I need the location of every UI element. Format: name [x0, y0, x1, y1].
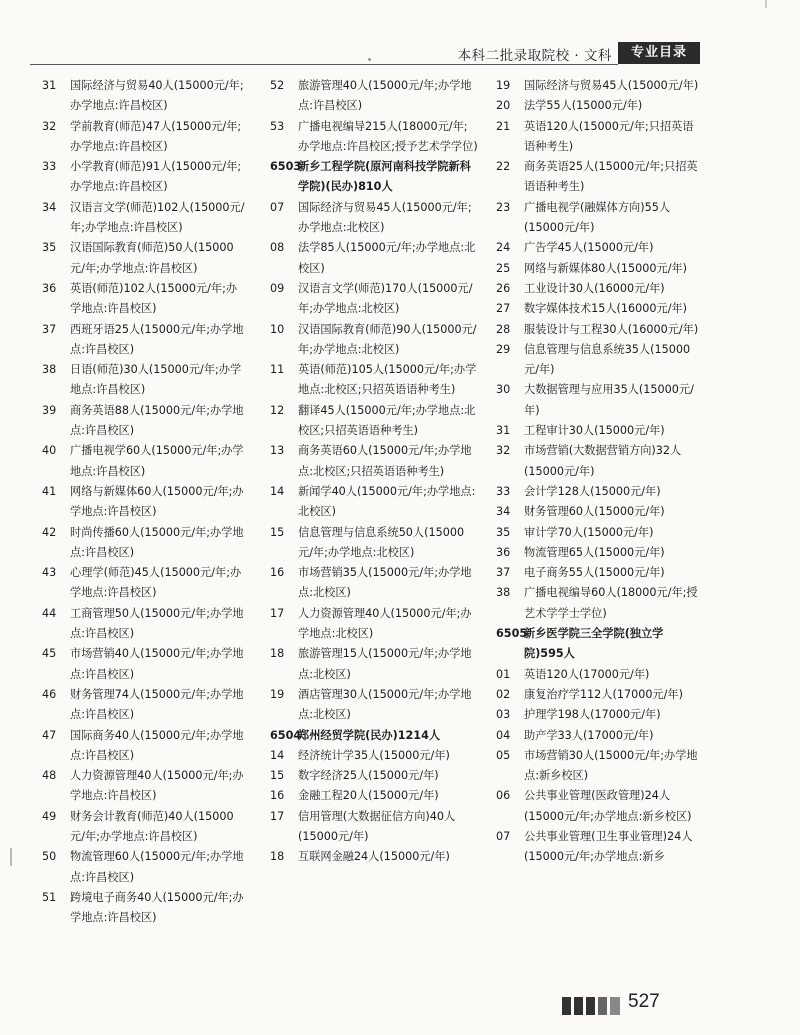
major-entry [270, 746, 478, 766]
entry-code: 03 [496, 708, 511, 722]
major-entry [42, 604, 248, 645]
entry-text: 财务会计教育(师范)40人(15000元/年;办学地点:许昌校区) [70, 809, 234, 843]
entry-text: 汉语言文学(师范)170人(15000元/年;办学地点:北校区) [298, 281, 473, 316]
entry-text: 汉语国际教育(师范)90人(15000元/年;办学地点:北校区) [298, 322, 477, 356]
entry-text: 法学55人(15000元/年) [524, 99, 643, 113]
major-entry [496, 157, 702, 198]
entry-text: 新乡工程学院(原河南科技学院新科学院)(民办)810人 [298, 160, 471, 194]
entry-text: 汉语国际教育(师范)50人(15000元/年;办学地点:许昌校区) [70, 241, 234, 275]
entry-code: 19 [270, 687, 285, 701]
entry-code: 19 [496, 79, 511, 92]
entry-text: 康复治疗学112人(17000元/年) [524, 687, 683, 701]
entry-code: 15 [270, 769, 285, 783]
entry-code: 51 [42, 890, 57, 904]
entry-text: 信息管理与信息系统35人(15000元/年) [524, 342, 691, 377]
entry-code: 33 [42, 160, 57, 174]
entry-code: 02 [496, 687, 511, 701]
entry-text: 商务英语25人(15000元/年;只招英语语种考生) [524, 160, 698, 194]
major-entry [42, 157, 248, 198]
major-entry [270, 76, 478, 117]
major-entry [496, 665, 702, 685]
school-entry [496, 624, 702, 665]
entry-text: 西班牙语25人(15000元/年;办学地点:许昌校区) [70, 322, 244, 356]
entry-code: 07 [270, 200, 285, 214]
entry-text: 学前教育(师范)47人(15000元/年;办学地点:许昌校区) [70, 119, 242, 153]
entry-code: 22 [496, 160, 511, 174]
entry-text: 会计学128人(15000元/年) [524, 484, 661, 498]
entry-text: 跨境电子商务40人(15000元/年;办学地点:许昌校区) [70, 890, 244, 925]
entry-code: 30 [496, 383, 511, 397]
major-entry [496, 198, 702, 239]
major-entry [42, 847, 248, 888]
major-entry [270, 198, 478, 239]
entry-code: 16 [270, 566, 285, 580]
entry-code: 29 [496, 342, 511, 356]
entry-code: 10 [270, 322, 285, 336]
major-entry [496, 685, 702, 705]
entry-text: 日语(师范)30人(15000元/年;办学地点:许昌校区) [70, 363, 242, 397]
entry-code: 06 [496, 789, 511, 803]
major-entry [42, 482, 248, 523]
entry-code: 01 [496, 667, 511, 681]
entry-text: 信用管理(大数据征信方向)40人(15000元/年) [298, 809, 456, 843]
entry-code: 17 [270, 809, 285, 823]
entry-code: 43 [42, 566, 57, 580]
entry-text: 市场营销40人(15000元/年;办学地点:许昌校区) [70, 647, 244, 681]
major-entry [42, 117, 248, 158]
entry-code: 37 [496, 566, 511, 580]
major-entry [270, 279, 478, 320]
major-entry [496, 320, 702, 340]
entry-code: 32 [496, 444, 511, 458]
entry-text: 物流管理65人(15000元/年) [524, 545, 665, 559]
entry-code: 26 [496, 281, 511, 295]
entry-code: 23 [496, 200, 511, 214]
entry-code: 49 [42, 809, 57, 823]
entry-code: 6504 [270, 728, 302, 742]
entry-text: 金融工程20人(15000元/年) [298, 789, 439, 803]
entry-text: 财务管理74人(15000元/年;办学地点:许昌校区) [70, 687, 244, 722]
major-entry [496, 117, 702, 158]
major-entry [496, 76, 702, 96]
major-entry [496, 482, 702, 502]
entry-code: 41 [42, 484, 57, 498]
major-entry [270, 482, 478, 523]
entry-code: 34 [496, 505, 511, 519]
major-entry [496, 96, 702, 116]
entry-text: 工业设计30人(16000元/年) [524, 281, 665, 295]
major-entry [496, 259, 702, 279]
entry-code: 50 [42, 850, 57, 864]
major-entry [42, 644, 248, 685]
entry-text: 公共事业管理(医政管理)24人(15000元/年;办学地点:新乡校区) [524, 789, 692, 823]
entry-text: 广播电视学(融媒体方向)55人(15000元/年) [524, 200, 671, 235]
entry-text: 国际经济与贸易45人(15000元/年;办学地点:北校区) [298, 200, 472, 235]
major-entry [42, 563, 248, 604]
entry-text: 公共事业管理(卫生事业管理)24人(15000元/年;办学地点:新乡 [524, 829, 693, 864]
entry-code: 14 [270, 484, 285, 498]
entry-code: 07 [496, 829, 511, 843]
major-entry [496, 543, 702, 563]
entry-text: 市场营销(大数据营销方向)32人(15000元/年) [524, 444, 682, 478]
major-entry [270, 807, 478, 848]
entry-code: 31 [496, 424, 511, 438]
major-entry [42, 685, 248, 726]
entry-text: 英语120人(17000元/年) [524, 667, 650, 681]
entry-text: 旅游管理15人(15000元/年;办学地点:北校区) [298, 647, 472, 681]
entry-text: 国际经济与贸易40人(15000元/年;办学地点:许昌校区) [70, 79, 244, 113]
entry-text: 郑州经贸学院(民办)1214人 [298, 728, 441, 742]
major-entry [496, 441, 702, 482]
major-entry [270, 604, 478, 645]
major-entry [496, 726, 702, 746]
entry-text: 国际经济与贸易45人(15000元/年) [524, 79, 699, 92]
entry-code: 34 [42, 200, 57, 214]
entry-text: 大数据管理与应用35人(15000元/年) [524, 383, 694, 417]
running-header-title: 本科二批录取院校 · 文科 [457, 48, 612, 64]
entry-text: 审计学70人(15000元/年) [524, 525, 654, 539]
major-entry [42, 401, 248, 442]
major-entry [42, 279, 248, 320]
entry-code: 42 [42, 525, 57, 539]
entry-code: 6503 [270, 160, 302, 174]
entry-code: 32 [42, 119, 57, 133]
major-entry [270, 563, 478, 604]
entry-text: 市场营销35人(15000元/年;办学地点:北校区) [298, 566, 472, 600]
major-entry [270, 644, 478, 685]
entry-text: 工程审计30人(15000元/年) [524, 424, 665, 438]
entry-text: 网络与新媒体80人(15000元/年) [524, 261, 688, 275]
entry-text: 数字经济25人(15000元/年) [298, 769, 439, 783]
entry-text: 广播电视学60人(15000元/年;办学地点:许昌校区) [70, 444, 244, 478]
entry-text: 酒店管理30人(15000元/年;办学地点:北校区) [298, 687, 472, 722]
entry-text: 互联网金融24人(15000元/年) [298, 850, 450, 864]
entry-text: 汉语言文学(师范)102人(15000元/年;办学地点:许昌校区) [70, 200, 245, 235]
entry-code: 36 [42, 281, 57, 295]
major-entry [496, 786, 702, 827]
entry-code: 45 [42, 647, 57, 661]
column-right [496, 76, 702, 868]
entry-code: 35 [42, 241, 57, 255]
entry-text: 英语(师范)105人(15000元/年;办学地点:北校区;只招英语语种考生) [298, 363, 477, 397]
major-entry [42, 320, 248, 361]
entry-text: 网络与新媒体60人(15000元/年;办学地点:许昌校区) [70, 484, 244, 519]
entry-code: 04 [496, 728, 511, 742]
entry-code: 14 [270, 748, 285, 762]
entry-code: 46 [42, 687, 57, 701]
major-entry [270, 117, 478, 158]
binding-mark [10, 848, 12, 866]
major-entry [270, 766, 478, 786]
entry-text: 商务英语60人(15000元/年;办学地点:北校区;只招英语语种考生) [298, 444, 472, 478]
entry-code: 15 [270, 525, 285, 539]
major-entry [496, 279, 702, 299]
entry-text: 工商管理50人(15000元/年;办学地点:许昌校区) [70, 606, 244, 641]
major-entry [496, 523, 702, 543]
page-number: 527 [628, 991, 660, 1012]
column-middle [270, 76, 478, 868]
major-entry [496, 583, 702, 624]
major-entry [42, 807, 248, 848]
entry-code: 24 [496, 241, 511, 255]
major-entry [496, 827, 702, 868]
major-entry [270, 238, 478, 279]
school-entry [270, 157, 478, 198]
section-badge: 专业目录 [618, 42, 700, 64]
entry-code: 53 [270, 119, 285, 133]
entry-code: 47 [42, 728, 57, 742]
major-entry [270, 401, 478, 442]
entry-code: 39 [42, 403, 57, 417]
entry-text: 助产学33人(17000元/年) [524, 728, 654, 742]
major-entry [270, 441, 478, 482]
major-entry [496, 340, 702, 381]
entry-text: 旅游管理40人(15000元/年;办学地点:许昌校区) [298, 79, 472, 113]
major-entry [42, 198, 248, 239]
entry-text: 数字媒体技术15人(16000元/年) [524, 302, 688, 316]
entry-text: 护理学198人(17000元/年) [524, 708, 661, 722]
major-entry [496, 299, 702, 319]
entry-text: 新闻学40人(15000元/年;办学地点:北校区) [298, 484, 476, 519]
entry-text: 服装设计与工程30人(16000元/年) [524, 322, 699, 336]
major-entry [496, 705, 702, 725]
entry-text: 经济统计学35人(15000元/年) [298, 748, 450, 762]
entry-text: 人力资源管理40人(15000元/年;办学地点:北校区) [298, 606, 472, 641]
major-entry [270, 320, 478, 361]
entry-text: 市场营销30人(15000元/年;办学地点:新乡校区) [524, 748, 698, 783]
entry-code: 13 [270, 444, 285, 458]
entry-text: 电子商务55人(15000元/年) [524, 566, 665, 580]
entry-code: 12 [270, 403, 285, 417]
major-entry [496, 746, 702, 787]
major-entry [270, 523, 478, 564]
entry-code: 27 [496, 302, 511, 316]
entry-code: 28 [496, 322, 511, 336]
major-entry [42, 888, 248, 929]
entry-text: 英语120人(15000元/年;只招英语语种考生) [524, 119, 694, 153]
major-entry [270, 847, 478, 867]
school-entry [270, 726, 478, 746]
entry-text: 人力资源管理40人(15000元/年;办学地点:许昌校区) [70, 769, 244, 803]
major-entry [270, 786, 478, 806]
entry-text: 财务管理60人(15000元/年) [524, 505, 665, 519]
major-entry [42, 360, 248, 401]
major-entry [496, 421, 702, 441]
entry-code: 38 [42, 363, 57, 377]
entry-text: 物流管理60人(15000元/年;办学地点:许昌校区) [70, 850, 244, 884]
entry-text: 小学教育(师范)91人(15000元/年;办学地点:许昌校区) [70, 160, 242, 194]
entry-code: 48 [42, 769, 57, 783]
entry-text: 法学85人(15000元/年;办学地点:北校区) [298, 241, 476, 275]
entry-code: 6505 [496, 627, 528, 641]
major-entry [42, 238, 248, 279]
major-entry [270, 360, 478, 401]
print-mark [765, 0, 767, 8]
major-entry [496, 238, 702, 258]
column-left [42, 76, 248, 928]
entry-code: 52 [270, 79, 285, 92]
major-entry [270, 685, 478, 726]
entry-text: 英语(师范)102人(15000元/年;办学地点:许昌校区) [70, 281, 238, 316]
entry-code: 20 [496, 99, 511, 113]
major-entry [42, 726, 248, 767]
entry-code: 31 [42, 79, 57, 92]
entry-code: 18 [270, 647, 285, 661]
entry-code: 33 [496, 484, 511, 498]
major-entry [496, 380, 702, 421]
entry-text: 心理学(师范)45人(15000元/年;办学地点:许昌校区) [70, 566, 242, 600]
print-mark [368, 58, 371, 61]
major-entry [42, 441, 248, 482]
entry-code: 05 [496, 748, 511, 762]
entry-code: 40 [42, 444, 57, 458]
header-rule [30, 64, 618, 65]
entry-text: 广播电视编导215人(18000元/年;办学地点:许昌校区;授予艺术学学位) [298, 119, 478, 153]
entry-code: 08 [270, 241, 285, 255]
entry-text: 广告学45人(15000元/年) [524, 241, 654, 255]
major-entry [496, 502, 702, 522]
entry-code: 18 [270, 850, 285, 864]
entry-code: 44 [42, 606, 57, 620]
entry-text: 国际商务40人(15000元/年;办学地点:许昌校区) [70, 728, 244, 762]
entry-code: 35 [496, 525, 511, 539]
entry-code: 11 [270, 363, 285, 377]
entry-text: 新乡医学院三全学院(独立学院)595人 [524, 627, 664, 661]
entry-code: 09 [270, 281, 285, 295]
entry-code: 37 [42, 322, 57, 336]
major-entry [42, 76, 248, 117]
entry-code: 38 [496, 586, 511, 600]
entry-text: 广播电视编导60人(18000元/年;授艺术学学士学位) [524, 586, 698, 620]
major-entry [42, 523, 248, 564]
major-entry [496, 563, 702, 583]
entry-text: 时尚传播60人(15000元/年;办学地点:许昌校区) [70, 525, 244, 559]
entry-text: 翻译45人(15000元/年;办学地点:北校区;只招英语语种考生) [298, 403, 476, 438]
entry-code: 21 [496, 119, 511, 133]
entry-code: 17 [270, 606, 285, 620]
entry-code: 36 [496, 545, 511, 559]
entry-code: 16 [270, 789, 285, 803]
entry-text: 信息管理与信息系统50人(15000元/年;办学地点:北校区) [298, 525, 465, 559]
major-entry [42, 766, 248, 807]
entry-code: 25 [496, 261, 511, 275]
entry-text: 商务英语88人(15000元/年;办学地点:许昌校区) [70, 403, 244, 438]
